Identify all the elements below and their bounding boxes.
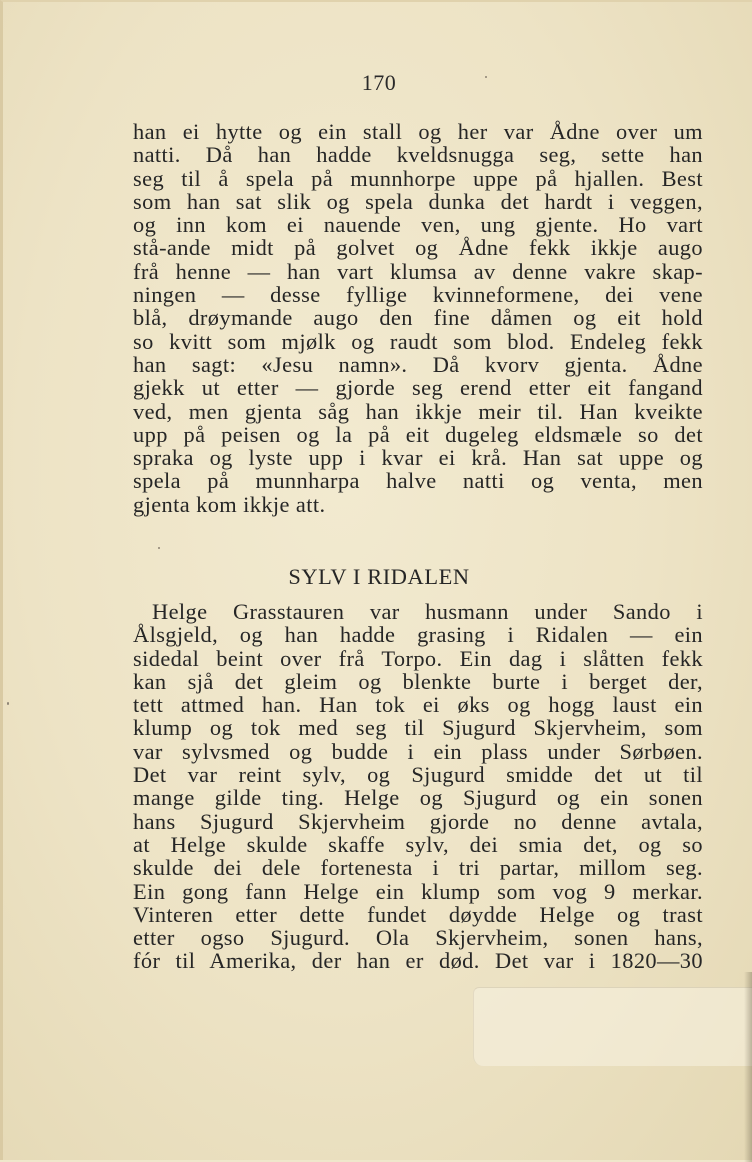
section-heading: SYLV I RIDALEN: [288, 564, 470, 589]
text-line: var sylvsmed og budde i ein plass under Sørbøen.: [133, 738, 703, 764]
paragraph-two: [133, 600, 703, 973]
text-line: Vinteren etter dette fundet døydde Helge og trast: [133, 901, 703, 927]
text-line: ved, men gjenta såg han ikkje meir til. Han kveikte: [133, 398, 703, 424]
text-line: upp på peisen og la på eit dugeleg eldsmæle so det: [133, 421, 703, 447]
text-line: spraka og lyste upp i kvar ei krå. Han sat uppe og: [133, 445, 703, 471]
text-line: tett attmed han. Han tok ei øks og hogg laust ein: [133, 692, 703, 718]
page-edge-shadow: [744, 972, 752, 1162]
text-line: at Helge skulde skaffe sylv, dei smia det, og so: [133, 831, 703, 857]
page-number: 170: [361, 70, 397, 95]
text-line: og inn kom ei nauende ven, ung gjente. Ho vart: [133, 212, 703, 238]
text-line: han sagt: «Jesu namn». Då kvorv gjenta. Ådne: [133, 351, 703, 377]
text-line: frå henne — han vart klumsa av denne vakre skap-: [133, 258, 703, 284]
text-line: klump og tok med seg til Sjugurd Skjervheim, som: [133, 715, 703, 741]
text-line: ningen — desse fyllige kvinneformene, dei vene: [133, 282, 703, 308]
text-line: Ein gong fann Helge ein klump som vog 9 merkar.: [133, 878, 703, 904]
text-line: sidedal beint over frå Torpo. Ein dag i slåtten fekk: [133, 645, 703, 671]
text-line: spela på munnharpa halve natti og venta, men: [133, 468, 703, 494]
text-line: Ålsgjeld, og han hadde grasing i Ridalen — ein: [133, 622, 703, 648]
text-line: Helge Grasstauren var husmann under Sando i: [152, 599, 703, 624]
text-line: hans Sjugurd Skjervheim gjorde no denne avtala,: [133, 808, 703, 834]
text-line: han ei hytte og ein stall og her var Ådne over um: [133, 119, 703, 144]
text-line: blå, drøymande augo den fine dåmen og eit hold: [133, 305, 703, 331]
text-line: etter ogso Sjugurd. Ola Skjervheim, sonen hans,: [133, 925, 703, 951]
paper-speck: [485, 76, 487, 78]
text-line: skulde dei dele fortenesta i tri partar, millom seg.: [133, 855, 703, 881]
paper-speck: [7, 702, 9, 705]
paragraph-one: [133, 120, 703, 516]
text-line: gjekk ut etter — gjorde seg erend etter eit fangand: [133, 375, 703, 401]
text-line: so kvitt som mjølk og raudt som blod. Endeleg fekk: [133, 328, 703, 354]
text-line: som han sat slik og spela dunka det hardt i veggen,: [133, 188, 703, 214]
paper-speck: [158, 547, 160, 549]
text-line: gjenta kom ikkje att.: [133, 491, 326, 517]
text-line: kan sjå det gleim og blenkte burte i berget der,: [133, 668, 703, 694]
text-line: natti. Då han hadde kveldsnugga seg, sette han: [133, 142, 703, 168]
text-line: seg til å spela på munnhorpe uppe på hjallen. Best: [133, 165, 703, 191]
text-line: fór til Amerika, der han er død. Det var i 1820—30: [133, 948, 703, 974]
text-line: stå-ande midt på golvet og Ådne fekk ikkje augo: [133, 235, 703, 261]
text-line: mange gilde ting. Helge og Sjugurd og ein sonen: [133, 785, 703, 811]
text-line: Det var reint sylv, og Sjugurd smidde det ut til: [133, 762, 703, 788]
tape-patch: [473, 987, 752, 1066]
